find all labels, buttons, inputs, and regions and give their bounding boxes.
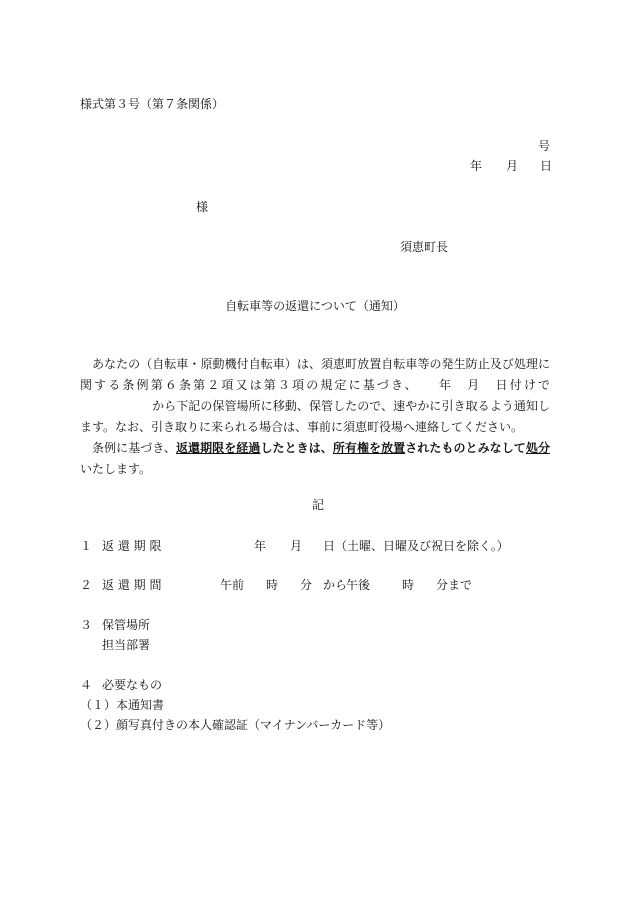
ki-heading: 記 [312, 498, 325, 512]
document-title: 自転車等の返還について（通知） [225, 299, 405, 313]
document-number: 号 [538, 139, 551, 153]
issuer: 須恵町長 [400, 240, 449, 254]
body-paragraph-1: あなたの（自転車・原動機付自転車）は、須恵町放置自転車等の発生防止及び処理に関する条例第６条第２項又は第３項の規定に基づき、 年 月 日付けでから下記の保管場所に移動、保管したので、速やかに引き取るよう通知します。なお、引き取りに来られる場合は、事前に須恵町役場へ連絡してください。 [80, 357, 550, 434]
date-year: 年 [470, 159, 483, 173]
emphasis-ownership: 所有権を放置 [332, 441, 406, 455]
required-item-2: （２）顔写真付きの本人確認証（マイナンバーカード等） [80, 718, 391, 732]
emphasis-disposal: 処分 [525, 441, 550, 455]
recipient-suffix: 様 [196, 200, 209, 214]
form-number-label: 様式第３号（第７条関係） [80, 97, 225, 111]
required-item-1: （１）本通知書 [80, 698, 165, 712]
date-month: 月 [506, 159, 519, 173]
emphasis-return-deadline: 返還期限を経過 [175, 441, 261, 455]
date-day: 日 [540, 159, 553, 173]
body-paragraph-2: 条例に基づき、返還期限を経過したときは、所有権を放置されたものとみなして処分いたします。 [80, 441, 550, 476]
item-department: 担当部署 [102, 638, 151, 652]
